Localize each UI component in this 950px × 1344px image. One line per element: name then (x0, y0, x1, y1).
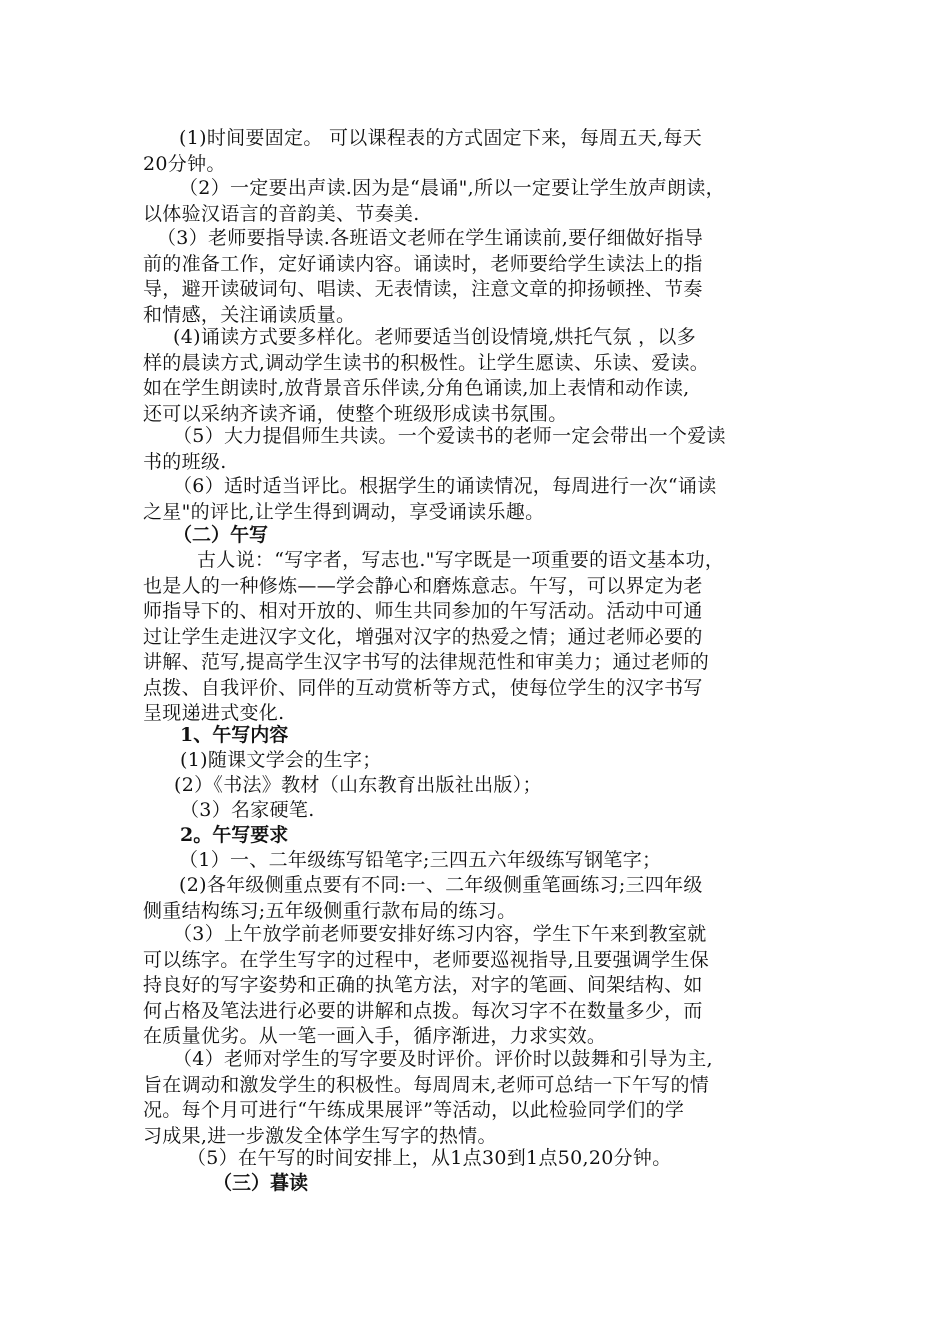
text-line: 师指导下的、相对开放的、师生共同参加的午写活动。活动中可通 (143, 600, 703, 622)
text-line: (1)时间要固定。 可以课程表的方式固定下来，每周五天,每天 (179, 127, 702, 149)
text-line: 持良好的写字姿势和正确的执笔方法，对字的笔画、间架结构、如 (143, 974, 703, 996)
text-line: 侧重结构练习;五年级侧重行款布局的练习。 (143, 899, 517, 922)
text-line: （2）一定要出声读.因为是“晨诵",所以一定要让学生放声朗读， (179, 177, 725, 199)
text-line: 呈现递进式变化. (143, 702, 285, 724)
paragraph-shared-reading (143, 424, 815, 475)
text-line: 过让学生走进汉字文化，增强对汉字的热爱之情；通过老师必要的 (143, 625, 703, 648)
text-line: （4）老师对学生的写字要及时评价。评价时以鼓舞和引导为主, (173, 1048, 713, 1070)
text-line: 习成果,进一步激发全体学生写字的热情。 (143, 1124, 497, 1147)
list-item: (2）《书法》教材（山东教育出版社出版）； (174, 774, 542, 796)
section-heading-noon-writing: （二）午写 (173, 524, 269, 546)
text-line: 以体验汉语言的音韵美、节奏美. (143, 202, 420, 225)
subheading-noon-requirements: 2。午写要求 (180, 824, 289, 846)
text-line: 如在学生朗读时,放背景音乐伴读,分角色诵读,加上表情和动作读, (143, 377, 690, 399)
paragraph-timely-evaluation (143, 1047, 815, 1149)
paragraph-grade-focus (143, 873, 815, 924)
text-line: 在质量优劣。从一笔一画入手，循序渐进，力求实效。 (143, 1025, 607, 1047)
text-line: （1）一、二年级练写铅笔字;三四五六年级练写钢笔字； (179, 849, 662, 871)
list-item: （3）名家硬笔. (180, 799, 315, 821)
text-line: 导，避开读破词句、唱读、无表情读，注意文章的抑扬顿挫、节奏 (143, 278, 703, 300)
text-line: 20分钟。 (143, 152, 226, 175)
text-line: 之星"的评比,让学生得到调动，享受诵读乐趣。 (143, 500, 545, 523)
subheading-noon-content: 1、午写内容 (180, 724, 289, 746)
paragraph-noon-writing-intro (143, 548, 815, 727)
paragraph-diverse-reading (143, 325, 815, 427)
paragraph-teacher-guidance (143, 226, 815, 328)
text-line: （3）上午放学前老师要安排好练习内容，学生下午来到教室就 (173, 923, 707, 945)
text-line: 还可以采纳齐读齐诵，使整个班级形成读书氛围。 (143, 402, 568, 425)
text-line: 况。每个月可进行“午练成果展评”等活动，以此检验同学们的学 (143, 1099, 685, 1121)
paragraph-pencil-pen (143, 848, 815, 874)
text-line: 和情感，关注诵读质量。 (143, 303, 356, 326)
paragraph-practice-arrangement (143, 922, 815, 1050)
text-line: 何占格及笔法进行必要的讲解和点拨。每次习字不在数量多少，而 (143, 999, 703, 1022)
text-line: 古人说：“写字者，写志也."写字既是一项重要的语文基本功， (197, 549, 725, 571)
paragraph-fixed-time (143, 126, 815, 177)
text-line: 可以练字。在学生写字的过程中，老师要巡视指导,且要强调学生保 (143, 948, 710, 971)
text-line: （6）适时适当评比。根据学生的诵读情况，每周进行一次“诵读 (173, 475, 717, 497)
paragraph-read-aloud (143, 176, 815, 227)
text-line: （5）大力提倡师生共读。一个爱读书的老师一定会带出一个爱读 (173, 425, 726, 447)
text-line: （3）老师要指导读.各班语文老师在学生诵读前,要仔细做好指导 (157, 227, 704, 249)
section-heading-evening-reading: （三）暮读 (213, 1172, 309, 1194)
list-item: （5）在午写的时间安排上，从1点30到1点50,20分钟。 (187, 1147, 672, 1169)
paragraph-evaluation (143, 474, 815, 525)
text-line: 样的晨读方式,调动学生读书的积极性。让学生愿读、乐读、爱读。 (143, 351, 710, 374)
text-line: (4)诵读方式要多样化。老师要适当创设情境,烘托气氛 ，以多 (173, 326, 696, 348)
list-item: (1)随课文学会的生字； (180, 749, 382, 771)
text-line: 也是人的一种修炼——学会静心和磨炼意志。午写，可以界定为老 (143, 574, 703, 597)
text-line: 讲解、范写,提高学生汉字书写的法律规范性和审美力；通过老师的 (143, 651, 710, 673)
text-line: 前的准备工作，定好诵读内容。诵读时，老师要给学生读法上的指 (143, 252, 703, 275)
text-line: 旨在调动和激发学生的积极性。每周周末,老师可总结一下午写的情 (143, 1073, 710, 1096)
text-line: (2)各年级侧重点要有不同:一、二年级侧重笔画练习;三四年级 (179, 874, 703, 896)
text-line: 点拨、自我评价、同伴的互动赏析等方式，使每位学生的汉字书写 (143, 676, 703, 699)
text-line: 书的班级. (143, 450, 227, 473)
